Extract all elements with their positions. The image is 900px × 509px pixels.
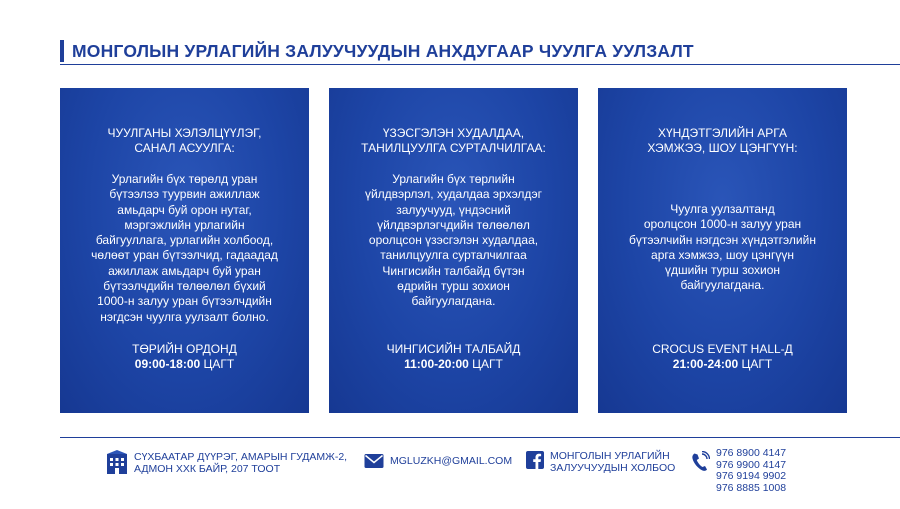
panel-exhibition <box>329 88 578 413</box>
footer-address: СҮХБААТАР ДҮҮРЭГ, АМАРЫН ГУДАМЖ-2, АДМОН ХХК БАЙР, 207 ТООТ <box>106 450 347 478</box>
facebook-icon <box>526 451 544 473</box>
phone-number[interactable]: 976 8900 4147 <box>716 447 787 459</box>
panel-description: Урлагийн бүх төрлийн үйлдвэрлэл, худалдаа эрхэлдэг залуучууд, үндэсний үйлдвэрлэгчдийн төлөөлөл оролцсон үзэсгэлэн худалдаа, танилцуулга сурталчилгаа Чингисийн талбайд бүтэн өдрийн турш зохион байгуулагдана. <box>364 172 543 309</box>
building-icon <box>106 450 128 478</box>
email-link[interactable]: MGLUZKH@GMAIL.COM <box>390 455 513 467</box>
envelope-icon <box>364 453 384 473</box>
phone-number[interactable]: 976 8885 1008 <box>716 481 787 494</box>
page-title: МОНГОЛЫН УРЛАГИЙН ЗАЛУУЧУУДЫН АНХДУГААР ЧУУЛГА УУЛЗАЛТ <box>72 40 694 61</box>
footer-email[interactable] <box>364 453 512 473</box>
footer-divider <box>60 437 900 438</box>
header <box>60 38 694 64</box>
panel-title: ҮЗЭСГЭЛЭН ХУДАЛДАА, ТАНИЛЦУУЛГА СУРТАЛЧИЛГАА: <box>361 126 546 156</box>
footer-facebook[interactable]: МОНГОЛЫН УРЛАГИЙН ЗАЛУУЧУУДЫН ХОЛБОО <box>526 451 675 474</box>
panel-description: Урлагийн бүх төрөлд уран бүтээлээ туурвин ажиллаж амьдарч буй орон нутаг, мэргэжлийн урлагийн байгууллага, урлагийн холбоод, чөлөөт уран бүтээлчид, гадаадад ажиллаж амьдарч буй уран бүтээлчдийн төлөөлөл бүхий 1000-н залуу уран бүтээлчдийн нэгдсэн чуулга уулзалт болно. <box>91 172 278 324</box>
panel-ceremony <box>598 88 847 413</box>
panel-time: 21:00-24:00 ЦАГТ <box>672 357 773 371</box>
header-divider <box>60 64 900 65</box>
phone-number[interactable]: 976 9900 4147 <box>716 458 787 471</box>
header-accent-bar <box>60 40 64 62</box>
panel-venue: ТӨРИЙН ОРДОНД <box>132 342 237 356</box>
panel-title: ХҮНДЭТГЭЛИЙН АРГА ХЭМЖЭЭ, ШОУ ЦЭНГҮҮН: <box>647 126 798 156</box>
panel-description: Чуулга уулзалтанд оролцсон 1000-н залуу уран бүтээлчийн нэгдсэн хүндэтгэлийн арга хэмжээ, шоу цэнгүүн үдшийн турш зохион байгуулагдана. <box>629 202 816 293</box>
panel-time: 11:00-20:00 ЦАГТ <box>404 357 503 371</box>
panel-venue: ЧИНГИСИЙН ТАЛБАЙД <box>386 342 521 356</box>
panel-conference <box>60 88 309 413</box>
panel-title: ЧУУЛГАНЫ ХЭЛЭЛЦҮҮЛЭГ, САНАЛ АСУУЛГА: <box>107 126 262 156</box>
phone-number[interactable]: 976 9194 9902 <box>716 470 787 482</box>
footer-phones <box>690 448 786 494</box>
panel-time: 09:00-18:00 ЦАГТ <box>134 357 235 371</box>
panel-venue: CROCUS EVENT HALL-Д <box>652 342 793 356</box>
phone-icon <box>690 448 710 477</box>
